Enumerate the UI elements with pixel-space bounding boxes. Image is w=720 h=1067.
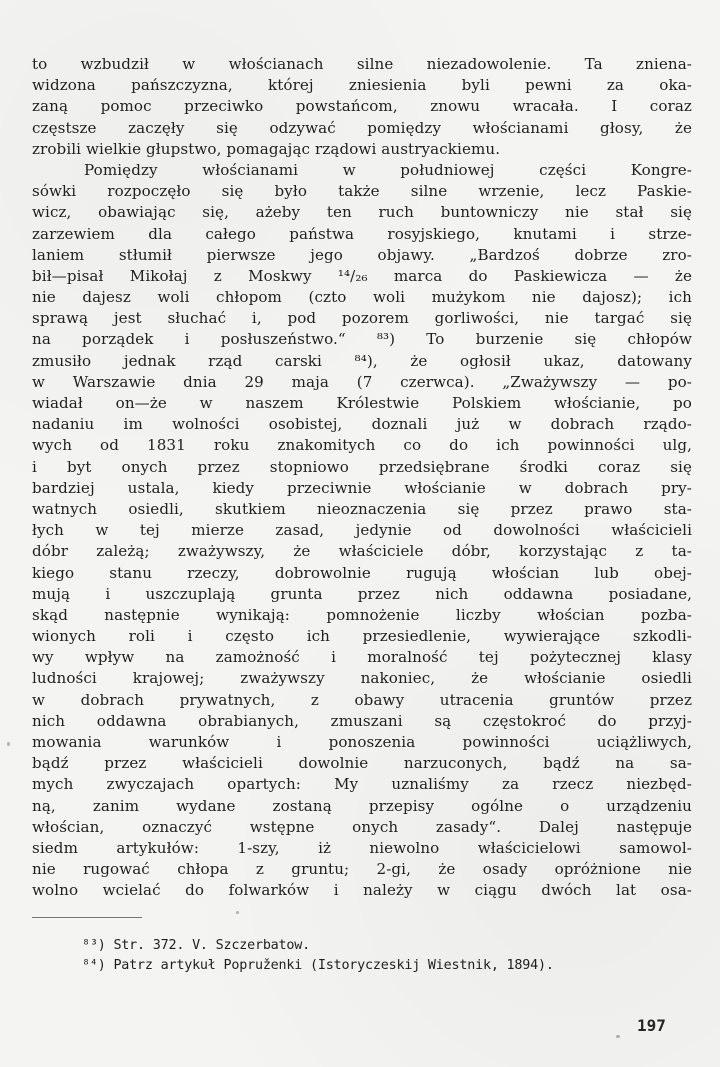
text-line: bardziej ustala, kiedy przeciwnie włościanie w dobrach pry-: [32, 478, 692, 497]
text-line: na porządek i posłuszeństwo.“ ⁸³) To burzenie się chłopów: [32, 330, 692, 349]
text-line: ną, zanim wydane zostaną przepisy ogólne o urządzeniu: [32, 796, 692, 815]
text-line: nadaniu im wolności osobistej, doznali już w dobrach rządo-: [32, 415, 692, 434]
text-line: zmusiło jednak rząd carski ⁸⁴), że ogłosił ukaz, datowany: [32, 351, 692, 370]
text-line: wych od 1831 roku znakomitych co do ich powinności ulg,: [32, 436, 692, 455]
text-line: kiego stanu rzeczy, dobrowolnie rugują włościan lub obej-: [32, 563, 692, 582]
text-line: sprawą jest słuchać i, pod pozorem gorliwości, nie targać się: [32, 309, 692, 328]
text-line: bądź przez właścicieli dowolnie narzuconych, bądź na sa-: [32, 754, 692, 773]
text-line: bił—pisał Mikołaj z Moskwy ¹⁴/₂₆ marca do Paskiewicza — że: [32, 266, 692, 285]
ink-speck: [7, 742, 10, 746]
text-line: wionych roli i często ich przesiedlenie, wywierające szkodli-: [32, 627, 692, 646]
text-line: ludności krajowej; zważywszy nakoniec, że włościanie osiedli: [32, 669, 692, 688]
text-line: wy wpływ na zamożność i moralność tej pożytecznej klasy: [32, 648, 692, 667]
footnotes: [82, 936, 642, 976]
main-text: [32, 54, 692, 902]
footnote: ⁸³) Str. 372. V. Szczerbatow.: [82, 938, 310, 953]
ink-speck: [236, 911, 239, 914]
text-line: to wzbudził w włościanach silne niezadowolenie. Ta zniena-: [32, 55, 692, 73]
text-line: zarzewiem dla całego państwa rosyjskiego, knutami i strze-: [32, 224, 692, 243]
text-line: skąd następnie wynikają: pomnożenie liczby włościan pozba-: [32, 605, 692, 624]
text-line: wolno wcielać do folwarków i należy w ciągu dwóch lat osa-: [32, 881, 692, 900]
text-line: częstsze zaczęły się odzywać pomiędzy włościanami głosy, że: [32, 118, 692, 137]
text-line: watnych osiedli, skutkiem nieoznaczenia się przez prawo sta-: [32, 499, 692, 518]
text-line: nie rugować chłopa z gruntu; 2-gi, że osady opróżnione nie: [32, 860, 692, 879]
text-line: zrobili wielkie głupstwo, pomagając rządowi austryackiemu.: [32, 139, 501, 158]
text-line: w Warszawie dnia 29 maja (7 czerwca). „Zważywszy — po-: [32, 372, 692, 391]
text-line: sówki rozpoczęło się było także silne wrzenie, lecz Paskie-: [32, 182, 692, 201]
text-line: widzona pańszczyzna, której zniesienia byli pewni za oka-: [32, 76, 692, 95]
text-line: łych w tej mierze zasad, jedynie od dowolności właścicieli: [32, 521, 692, 540]
page-number: 197: [637, 1016, 666, 1035]
footnote: ⁸⁴) Patrz artykuł Popruženki (Istoryczeskij Wiestnik, 1894).: [82, 958, 554, 973]
text-line: mych zwyczajach opartych: My uznaliśmy za rzecz niezbęd-: [32, 775, 692, 794]
text-line: włościan, oznaczyć wstępne onych zasady“. Dalej następuje: [32, 817, 692, 836]
text-line: dóbr zależą; zważywszy, że właściciele dóbr, korzystając z ta-: [32, 542, 692, 561]
text-line: w dobrach prywatnych, z obawy utracenia gruntów przez: [32, 690, 692, 709]
text-line: wicz, obawiając się, ażeby ten ruch buntowniczy nie stał się: [32, 203, 692, 222]
text-line: mowania warunków i ponoszenia powinności uciążliwych,: [32, 733, 692, 751]
text-line: wiadał on—że w naszem Królestwie Polskiem włościanie, po: [32, 394, 692, 412]
text-line: Pomiędzy włościanami w południowej części Kongre-: [84, 160, 692, 179]
text-line: nie dajesz woli chłopom (czto woli mużykom nie dajosz); ich: [32, 288, 692, 307]
text-line: mują i uszczuplają grunta przez nich oddawna posiadane,: [32, 584, 692, 603]
footnote-divider: [32, 917, 142, 918]
text-line: siedm artykułów: 1-szy, iż niewolno właścicielowi samowol-: [32, 838, 692, 857]
ink-speck: [616, 1035, 620, 1038]
text-line: nich oddawna obrabianych, zmuszani są częstokroć do przyj-: [32, 711, 692, 730]
text-line: zaną pomoc przeciwko powstańcom, znowu wracała. I coraz: [32, 97, 692, 116]
text-line: laniem stłumił pierwsze jego objawy. „Bardzoś dobrze zro-: [32, 245, 692, 264]
text-line: i byt onych przez stopniowo przedsiębrane środki coraz się: [32, 457, 692, 476]
